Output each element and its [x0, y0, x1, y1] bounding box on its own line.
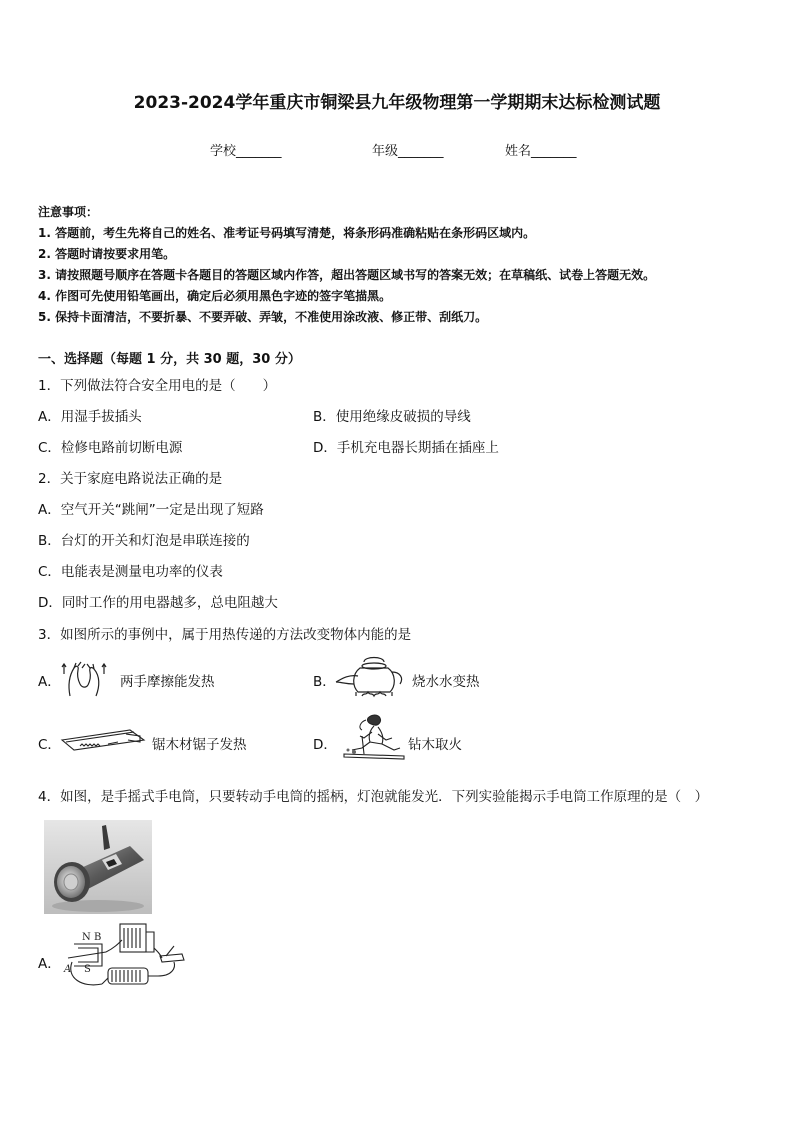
section-title: 一、选择题（每题 1 分，共 30 题，30 分） [38, 352, 301, 367]
diagram-label-b: B [94, 932, 102, 943]
saw-wood-image [60, 726, 146, 754]
question-2-option-a[interactable]: A．空气开关“跳闸”一定是出现了短路 [38, 502, 264, 518]
school-field[interactable]: 学校_______ [210, 144, 282, 159]
question-3-option-a-prefix[interactable]: A． [38, 674, 61, 690]
kettle-image [334, 654, 410, 700]
diagram-label-n: N [82, 932, 91, 943]
question-4-stem: 4．如图，是手摇式手电筒，只要转动手电筒的摇柄，灯泡就能发光．下列实验能揭示手电筒工作原理的是（ ） [38, 789, 709, 805]
question-3-option-c-label: 锯木材锯子发热 [152, 737, 247, 753]
drilling-fire-image [338, 712, 408, 760]
question-2-option-c[interactable]: C．电能表是测量电功率的仪表 [38, 564, 223, 580]
question-3-stem: 3．如图所示的事例中，属于用热传递的方法改变物体内能的是 [38, 627, 412, 643]
exam-title: 2023-2024学年重庆市铜梁县九年级物理第一学期期末达标检测试题 [133, 93, 661, 113]
question-4-option-a-prefix[interactable]: A． [38, 956, 61, 972]
notice-item: 4. 作图可先使用铅笔画出，确定后必须用黑色字迹的签字笔描黑。 [38, 289, 392, 303]
question-3-option-a-label: 两手摩擦能发热 [120, 674, 215, 690]
notice-title: 注意事项： [38, 205, 99, 219]
diagram-label-a: A [64, 964, 72, 975]
notice-item: 5. 保持卡面清洁，不要折暴、不要弄破、弄皱，不准使用涂改液、修正带、刮纸刀。 [38, 310, 488, 324]
name-field[interactable]: 姓名_______ [505, 144, 577, 159]
notice-item: 2. 答题时请按要求用笔。 [38, 247, 176, 261]
question-1-option-d[interactable]: D．手机充电器长期插在插座上 [313, 440, 499, 456]
diagram-label-s: S [84, 964, 91, 975]
question-3-option-b-label: 烧水水变热 [412, 674, 480, 690]
question-1-option-a[interactable]: A．用湿手拔插头 [38, 409, 142, 425]
question-1-option-c[interactable]: C．检修电路前切断电源 [38, 440, 183, 456]
question-3-option-c-prefix[interactable]: C． [38, 737, 61, 753]
notice-item: 3. 请按照题号顺序在答题卡各题目的答题区域内作答，超出答题区域书写的答案无效；在草稿纸、试卷上答题无效。 [38, 268, 656, 282]
question-3-option-d-prefix[interactable]: D． [313, 737, 337, 753]
hand-crank-flashlight-image [44, 820, 152, 914]
question-2-option-d[interactable]: D．同时工作的用电器越多，总电阻越大 [38, 595, 278, 611]
question-2-stem: 2．关于家庭电路说法正确的是 [38, 471, 223, 487]
question-3-option-b-prefix[interactable]: B． [313, 674, 336, 690]
question-2-option-b[interactable]: B．台灯的开关和灯泡是串联连接的 [38, 533, 250, 549]
grade-field[interactable]: 年级_______ [372, 144, 444, 159]
notice-block [38, 203, 768, 328]
electromagnetic-induction-diagram [62, 918, 190, 994]
question-3-option-d-label: 钻木取火 [408, 737, 462, 753]
question-1-stem: 1．下列做法符合安全用电的是（ ） [38, 378, 277, 394]
question-1-option-b[interactable]: B．使用绝缘皮破损的导线 [313, 409, 471, 425]
notice-item: 1. 答题前，考生先将自己的姓名、准考证号码填写清楚，将条形码准确粘贴在条形码区域内。 [38, 226, 536, 240]
hands-rubbing-image [60, 660, 108, 700]
